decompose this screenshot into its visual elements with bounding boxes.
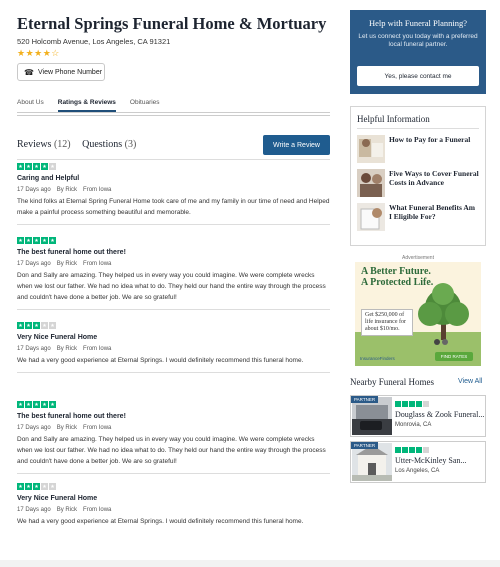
review-item bbox=[17, 322, 330, 373]
review-body: We had a very good experience at Eternal Springs. I would definitely recommend this funeral home. bbox=[17, 518, 304, 525]
review-title: Caring and Helpful bbox=[17, 175, 80, 182]
questions-label: Questions bbox=[82, 139, 123, 150]
advertisement-label: Advertisement bbox=[402, 255, 434, 261]
nearby-title: Nearby Funeral Homes bbox=[350, 377, 434, 387]
star-icon bbox=[409, 447, 415, 453]
contact-me-button[interactable]: Yes, please contact me bbox=[357, 66, 479, 86]
star-icon bbox=[395, 401, 401, 407]
review-body: Don and Sally are amazing. They helped us in every way you could imagine. We were complete wrecks when we lost our father. We had no idea what to do. They held our hand the entire way through the process and couldn't have done a better job. We are so grateful! bbox=[17, 436, 326, 465]
review-date: 17 Days ago bbox=[17, 507, 51, 513]
partner-name: Utter-McKinley San... bbox=[395, 456, 467, 465]
partner-stars bbox=[395, 401, 429, 407]
questions-tab[interactable] bbox=[82, 139, 136, 150]
review-meta bbox=[17, 425, 330, 431]
star-icon: ★ bbox=[42, 483, 47, 490]
star-icon bbox=[423, 447, 429, 453]
star-icon: ★ bbox=[18, 237, 23, 244]
star-icon: ★ bbox=[42, 237, 47, 244]
review-author: By Rick bbox=[56, 346, 78, 352]
review-author: By Rick bbox=[56, 507, 78, 513]
tab-ratings-reviews[interactable]: Ratings & Reviews bbox=[58, 98, 116, 112]
ad-headline bbox=[361, 266, 433, 288]
ad-headline-line2: A Protected Life. bbox=[361, 277, 434, 288]
tab-bar bbox=[17, 98, 330, 112]
view-phone-label: View Phone Number bbox=[37, 68, 103, 76]
star-icon bbox=[416, 447, 422, 453]
star-icon: ★ bbox=[18, 322, 23, 329]
review-title: The best funeral home out there! bbox=[17, 413, 126, 420]
review-date: 17 Days ago bbox=[17, 187, 51, 193]
reviews-label: Reviews bbox=[17, 139, 52, 150]
review-item bbox=[17, 401, 330, 474]
business-name: Eternal Springs Funeral Home & Mortuary bbox=[17, 14, 327, 33]
article-thumbnail bbox=[357, 169, 385, 197]
star-icon bbox=[402, 447, 408, 453]
partner-card-douglass-zook[interactable] bbox=[350, 395, 486, 437]
tab-obituaries[interactable]: Obituaries bbox=[129, 99, 160, 106]
review-author: By Rick bbox=[56, 261, 78, 267]
view-all-link[interactable]: View All bbox=[458, 378, 483, 385]
star-icon: ★ bbox=[26, 483, 31, 490]
review-origin: From Iowa bbox=[83, 425, 112, 431]
partner-stars bbox=[395, 447, 429, 453]
phone-icon: ☎ bbox=[24, 67, 34, 77]
funeral-planning-box bbox=[350, 10, 486, 94]
partner-tag: PARTNER bbox=[351, 396, 378, 403]
review-item bbox=[17, 163, 330, 225]
star-icon bbox=[395, 447, 401, 453]
review-date: 17 Days ago bbox=[17, 425, 51, 431]
ad-headline-line1: A Better Future. bbox=[361, 266, 431, 277]
review-author: By Rick bbox=[56, 425, 78, 431]
reviews-tab[interactable] bbox=[17, 139, 71, 150]
star-icon: ★ bbox=[42, 163, 47, 170]
reviews-count: (12) bbox=[53, 139, 71, 150]
business-address: 520 Holcomb Avenue, Los Angeles, CA 91321 bbox=[17, 37, 171, 46]
questions-count: (3) bbox=[124, 139, 137, 150]
star-icon: ★ bbox=[26, 322, 31, 329]
star-icon: ★ bbox=[26, 163, 31, 170]
review-meta bbox=[17, 346, 330, 352]
star-icon: ★ bbox=[50, 163, 55, 170]
star-icon: ★ bbox=[26, 237, 31, 244]
review-meta bbox=[17, 507, 330, 513]
review-divider bbox=[17, 309, 330, 310]
star-icon: ★ bbox=[50, 483, 55, 490]
star-icon: ★ bbox=[34, 483, 39, 490]
planning-text: Let us connect you today with a preferred local funeral partner. bbox=[358, 33, 478, 48]
review-origin: From Iowa bbox=[83, 261, 112, 267]
review-stars bbox=[17, 401, 330, 408]
helpful-item-costs[interactable] bbox=[357, 169, 479, 197]
review-divider bbox=[17, 372, 330, 373]
helpful-information-box bbox=[350, 106, 486, 246]
review-title: The best funeral home out there! bbox=[17, 249, 126, 256]
helpful-item-label: Five Ways to Cover Funeral Costs in Advance bbox=[389, 169, 479, 187]
partner-location: Los Angeles, CA bbox=[395, 468, 440, 474]
ad-brand-logo: InsuranceFinders bbox=[360, 356, 395, 361]
find-rates-button[interactable]: FIND RATES bbox=[435, 352, 473, 361]
star-icon: ★ bbox=[50, 237, 55, 244]
review-stars bbox=[17, 483, 330, 490]
review-date: 17 Days ago bbox=[17, 346, 51, 352]
review-origin: From Iowa bbox=[83, 507, 112, 513]
review-stars bbox=[17, 163, 330, 170]
partner-name: Douglass & Zook Funeral... bbox=[395, 410, 485, 419]
review-meta bbox=[17, 261, 330, 267]
review-title: Very Nice Funeral Home bbox=[17, 495, 98, 502]
star-icon bbox=[402, 401, 408, 407]
star-icon: ★ bbox=[18, 163, 23, 170]
star-icon: ★ bbox=[34, 401, 39, 408]
view-phone-button[interactable] bbox=[17, 63, 105, 81]
reviews-questions-header bbox=[17, 139, 136, 150]
helpful-item-pay[interactable] bbox=[357, 135, 479, 163]
helpful-item-benefits[interactable] bbox=[357, 203, 479, 231]
star-icon: ★ bbox=[42, 401, 47, 408]
star-icon: ★ bbox=[18, 401, 23, 408]
review-divider bbox=[17, 473, 330, 474]
review-origin: From Iowa bbox=[83, 187, 112, 193]
helpful-title: Helpful Information bbox=[357, 114, 430, 124]
article-thumbnail bbox=[357, 203, 385, 231]
review-body: Don and Sally are amazing. They helped us in every way you could imagine. We were complete wrecks when we lost our father. We had no idea what to do. They held our hand the entire way through the process and couldn't have done a better job. We are so grateful! bbox=[17, 272, 326, 301]
business-rating-stars: ★★★★☆ bbox=[17, 48, 60, 58]
helpful-divider bbox=[357, 128, 479, 129]
review-date: 17 Days ago bbox=[17, 261, 51, 267]
write-review-button[interactable]: Write a Review bbox=[263, 135, 330, 155]
review-divider bbox=[17, 224, 330, 225]
review-meta bbox=[17, 187, 330, 193]
planning-title: Help with Funeral Planning? bbox=[369, 18, 467, 28]
star-icon: ★ bbox=[50, 322, 55, 329]
review-stars bbox=[17, 322, 330, 329]
star-icon bbox=[416, 401, 422, 407]
star-icon: ★ bbox=[34, 322, 39, 329]
star-icon: ★ bbox=[50, 401, 55, 408]
review-origin: From Iowa bbox=[83, 346, 112, 352]
tab-about-us[interactable]: About Us bbox=[17, 99, 44, 106]
star-icon: ★ bbox=[34, 237, 39, 244]
tabs-divider bbox=[17, 112, 330, 116]
review-title: Very Nice Funeral Home bbox=[17, 334, 98, 341]
ad-offer: Get $250,000 of life insurance for about $10/mo. bbox=[361, 309, 413, 336]
review-item bbox=[17, 483, 330, 527]
review-stars bbox=[17, 237, 330, 244]
partner-tag: PARTNER bbox=[351, 442, 378, 449]
article-thumbnail bbox=[357, 135, 385, 163]
star-icon: ★ bbox=[34, 163, 39, 170]
star-icon: ★ bbox=[42, 322, 47, 329]
partner-location: Monrovia, CA bbox=[395, 422, 432, 428]
star-icon bbox=[423, 401, 429, 407]
star-icon: ★ bbox=[18, 483, 23, 490]
helpful-item-label: What Funeral Benefits Am I Eligible For? bbox=[389, 203, 476, 221]
review-body: The kind folks at Eternal Spring Funeral Home took care of me and my family in our time of need and Helped make a painful process something beautiful and memorable. bbox=[17, 198, 330, 216]
review-body: We had a very good experience at Eternal Springs. I would definitely recommend this funeral home. bbox=[17, 357, 304, 364]
helpful-item-label: How to Pay for a Funeral bbox=[389, 135, 471, 144]
partner-card-utter-mckinley[interactable] bbox=[350, 441, 486, 483]
star-icon: ★ bbox=[26, 401, 31, 408]
review-item bbox=[17, 237, 330, 310]
star-icon bbox=[409, 401, 415, 407]
insurance-advertisement[interactable] bbox=[355, 262, 481, 366]
reviews-header-divider bbox=[17, 159, 330, 160]
review-author: By Rick bbox=[56, 187, 78, 193]
